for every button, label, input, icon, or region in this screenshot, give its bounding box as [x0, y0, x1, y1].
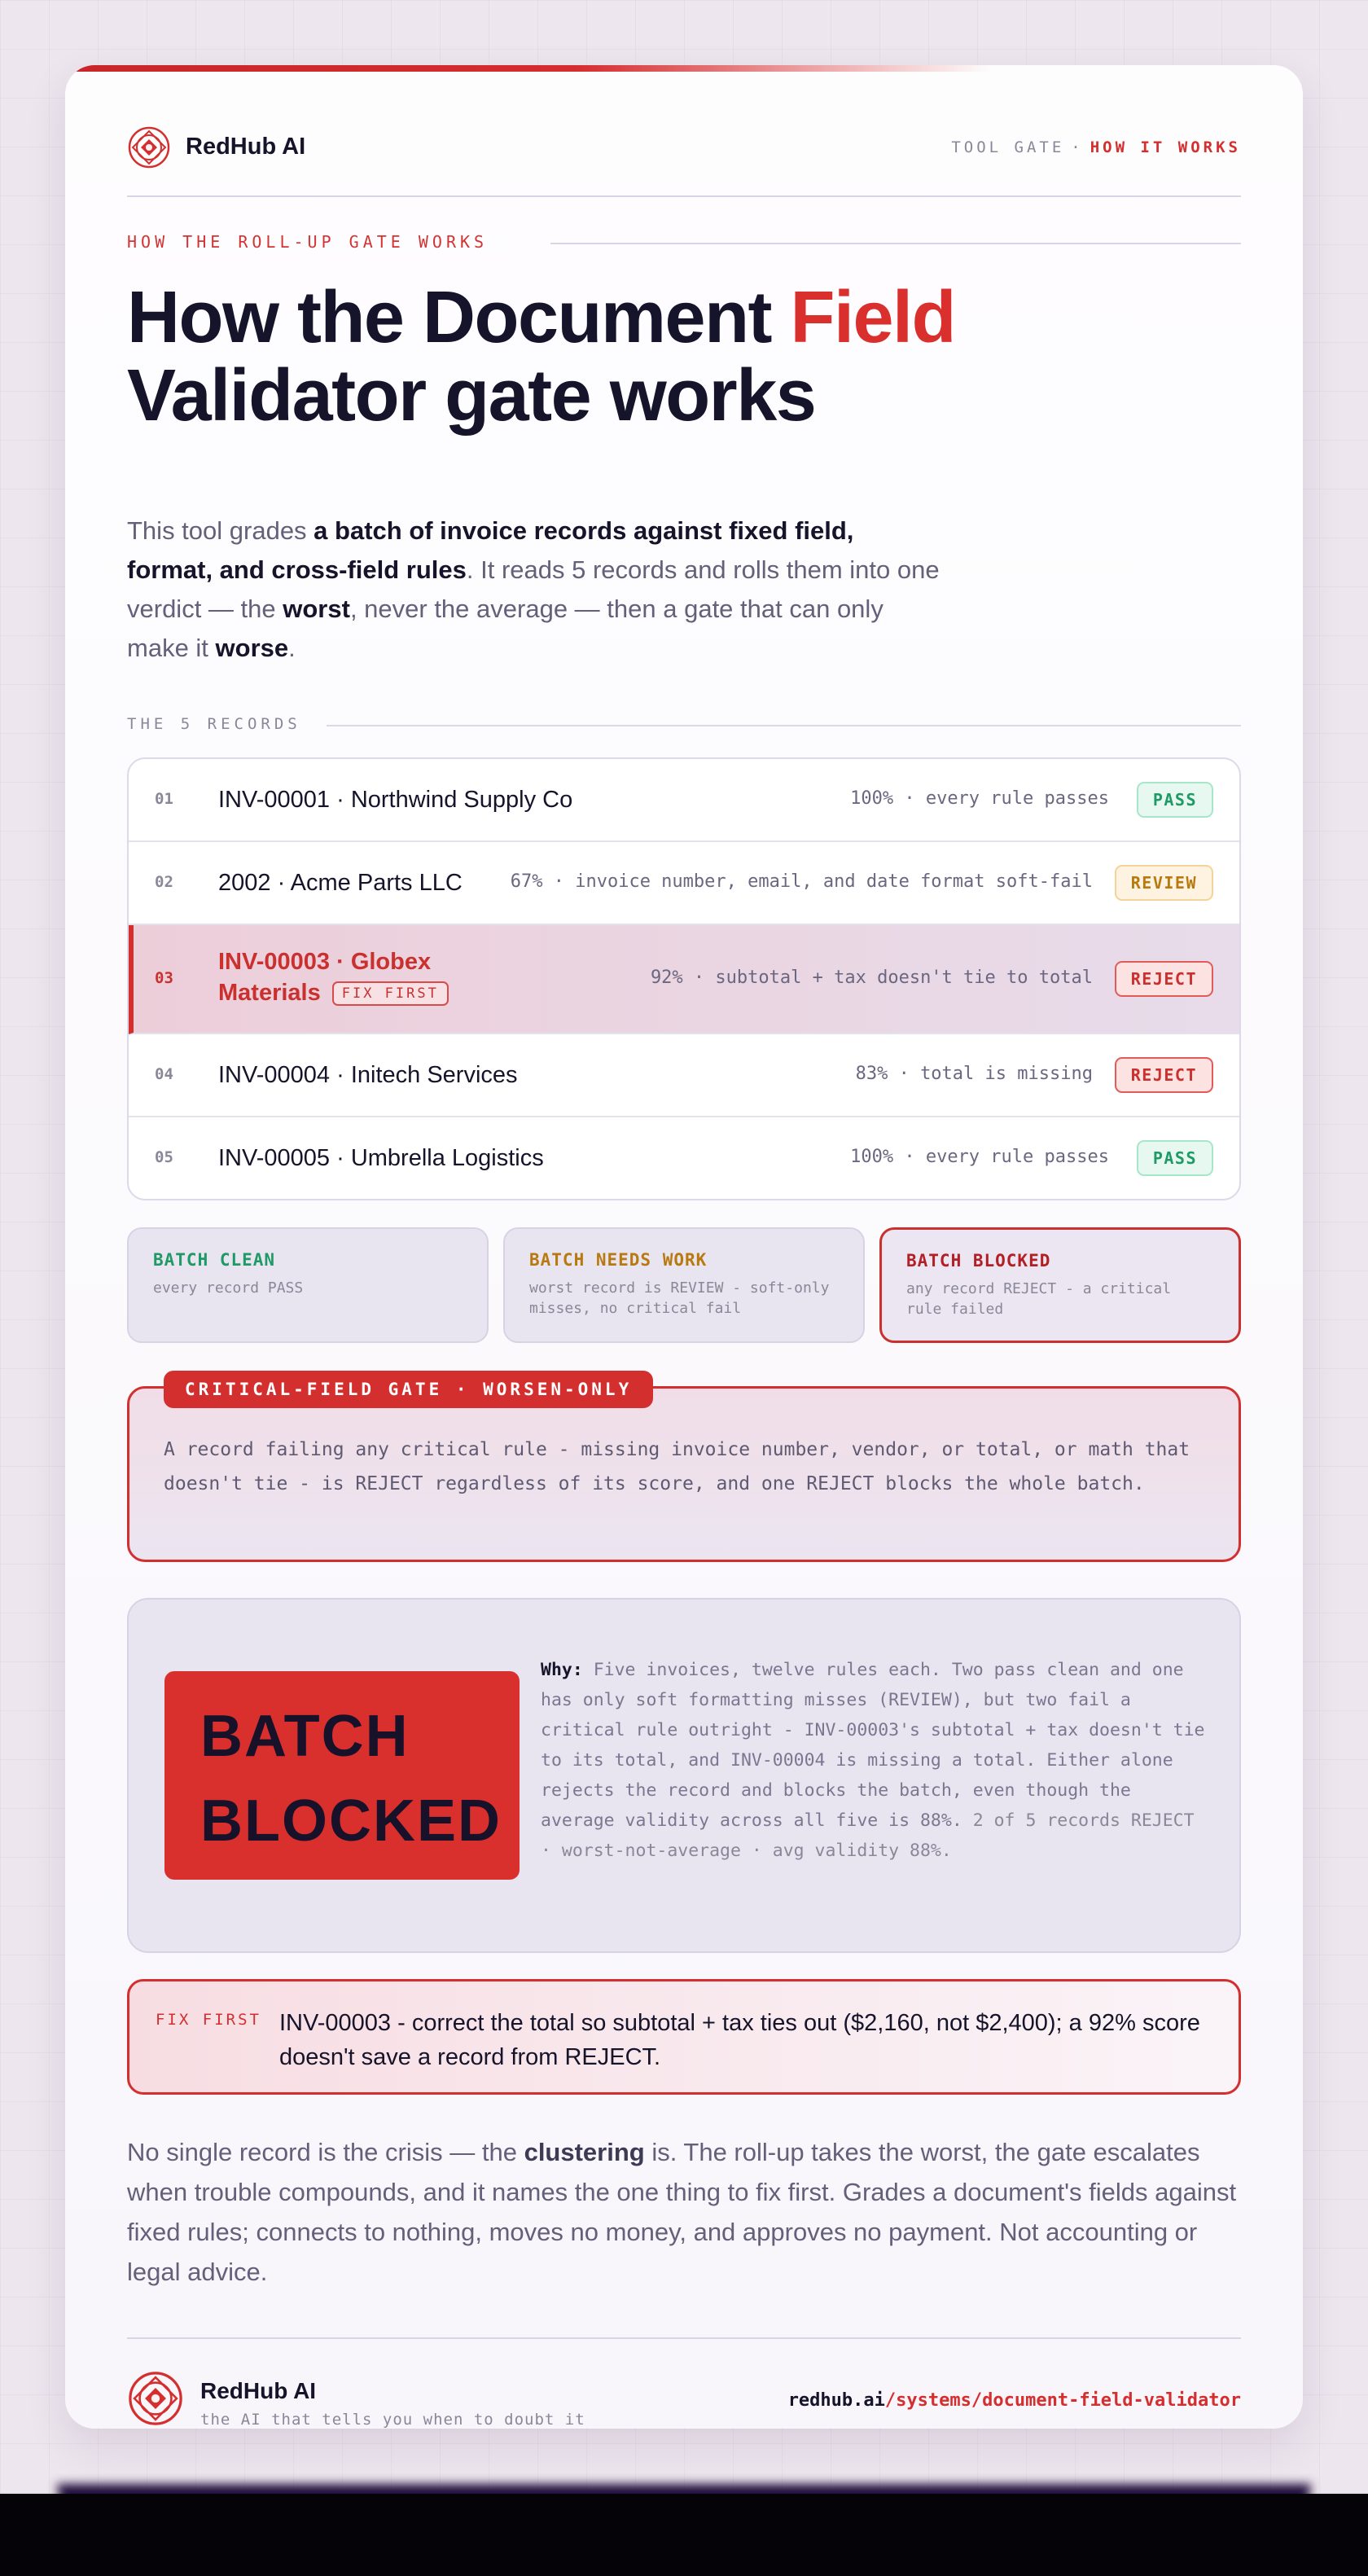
why-text: Five invoices, twelve rules each. Two pass clean and one has only soft formatting misses (REVIEW), but two fail a critical rule outright - INV-00003's subtotal + tax doesn't tie to its total, and INV-00004 is missing a total. Either alone rejects the record and blocks the batch, even though the average validity across all five is 88%.: [541, 1660, 1205, 1831]
record-row[interactable]: [129, 842, 1239, 925]
record-number: 05: [155, 1148, 173, 1166]
stamp-line: BATCH: [200, 1704, 410, 1769]
records-rule: [327, 725, 1241, 726]
lede-text: , never the average — then a gate that can only make it: [127, 595, 884, 662]
batch-blocked-stamp: [164, 1671, 520, 1880]
record-detail: 100% · every rule passes: [850, 788, 1109, 809]
title-part-1: How the Document: [127, 277, 791, 358]
verdict-panel: [127, 1598, 1241, 1953]
url-host: redhub.ai: [787, 2390, 885, 2411]
footer-tagline: the AI that tells you when to doubt it: [200, 2411, 585, 2429]
closing-text: is. The roll-up takes the worst, the gate escalates when trouble compounds, and it names the one thing to fix first. Grades a document's fields against fixed rules; connects to nothing, moves no money, and approves no payment. Not accounting or legal advice.: [127, 2138, 1237, 2286]
status-badge-pass: PASS: [1137, 1140, 1213, 1176]
record-detail: 83% · total is missing: [855, 1064, 1093, 1084]
header-divider: [127, 195, 1241, 197]
why-label: Why:: [541, 1660, 583, 1680]
record-name: 2002 · Acme Parts LLC: [218, 870, 463, 896]
redhub-logo-icon[interactable]: [127, 125, 171, 169]
status-badge-pass: PASS: [1137, 782, 1213, 818]
record-name: INV-00004 · Initech Services: [218, 1062, 518, 1088]
lede-text: This tool grades: [127, 516, 314, 545]
lede-text: . It reads 5 records and rolls them into one verdict — the: [127, 555, 940, 623]
record-row[interactable]: [129, 759, 1239, 842]
state-tile-clean: [127, 1227, 489, 1343]
nav-tool-gate[interactable]: TOOL GATE: [951, 138, 1065, 156]
state-description: any record REJECT - a critical rule failed: [906, 1280, 1172, 1318]
records-list: [127, 757, 1241, 1200]
url-path: /systems/document-field-validator: [884, 2390, 1241, 2411]
closing-paragraph: [127, 2132, 1243, 2292]
eyebrow-row: [127, 232, 1241, 257]
state-description: every record PASS: [153, 1279, 304, 1297]
state-title: BATCH NEEDS WORK: [529, 1250, 708, 1270]
eyebrow-rule: [550, 243, 1241, 244]
header: [127, 125, 1241, 176]
state-title: BATCH CLEAN: [153, 1250, 276, 1270]
record-detail: 92% · subtotal + tax doesn't tie to total: [650, 968, 1093, 988]
eyebrow-label: HOW THE ROLL-UP GATE WORKS: [127, 232, 509, 252]
fix-first-text: INV-00003 - correct the total so subtotal + tax ties out ($2,160, not $2,400); a 92% score doesn't save a record from REJECT.: [279, 2010, 1200, 2070]
record-row[interactable]: [129, 1117, 1239, 1200]
bottom-band: [0, 2494, 1368, 2576]
stamp-line: BLOCKED: [200, 1788, 502, 1854]
brand-name[interactable]: RedHub AI: [186, 134, 306, 160]
nav-separator: ·: [1071, 138, 1084, 156]
fix-first-tag: FIX FIRST: [332, 981, 449, 1006]
footer-url-link[interactable]: [788, 2390, 1241, 2411]
content-card: [65, 65, 1303, 2429]
record-number: 04: [155, 1065, 173, 1083]
record-detail: 67% · invoice number, email, and date format soft-fail: [510, 871, 1093, 892]
verdict-explanation: [541, 1655, 1207, 1866]
nav-how-it-works[interactable]: HOW IT WORKS: [1090, 138, 1241, 156]
record-name: INV-00001 · Northwind Supply Co: [218, 787, 573, 813]
lede-paragraph: [127, 511, 941, 668]
status-badge-reject: REJECT: [1115, 961, 1213, 997]
record-number: 02: [155, 873, 173, 891]
lede-text: .: [288, 634, 296, 662]
why-meta: 2 of 5 records REJECT · worst-not-average · avg validity 88%.: [541, 1810, 1195, 1861]
state-tile-blocked: [879, 1227, 1241, 1343]
redhub-logo-icon[interactable]: [127, 2370, 184, 2427]
lede-emphasis: a batch of invoice records against fixed field, format, and cross-field rules: [127, 516, 854, 584]
critical-gate-panel: [127, 1380, 1241, 1562]
record-row[interactable]: [129, 1034, 1239, 1117]
state-description: worst record is REVIEW - soft-only misses, no critical fail: [529, 1279, 830, 1317]
card-accent-bar: [65, 65, 993, 72]
records-label: THE 5 RECORDS: [127, 715, 316, 733]
status-badge-review: REVIEW: [1115, 865, 1213, 901]
critical-gate-text: A record failing any critical rule - missing invoice number, vendor, or total, or math that doesn't tie - is REJECT regardless of its score, and one REJECT blocks the whole batch.: [164, 1439, 1190, 1494]
top-nav: [951, 138, 1241, 156]
lede-emphasis: worse: [215, 634, 289, 662]
state-tile-needs-work: [503, 1227, 865, 1343]
status-badge-reject: REJECT: [1115, 1057, 1213, 1093]
title-part-2: Validator gate works: [127, 355, 816, 437]
record-name: [218, 946, 463, 1008]
footer-brand[interactable]: RedHub AI: [200, 2378, 317, 2403]
fix-first-label: FIX FIRST: [156, 2011, 261, 2029]
title-highlight: Field: [790, 277, 956, 358]
record-name-text: INV-00003 · Globex Materials: [218, 949, 432, 1006]
state-title: BATCH BLOCKED: [906, 1251, 1051, 1270]
closing-emphasis: clustering: [524, 2138, 645, 2166]
page-title: [127, 279, 1234, 435]
record-number: 01: [155, 790, 173, 808]
fix-first-panel: [127, 1979, 1241, 2095]
lede-emphasis: worst: [283, 595, 350, 623]
record-row-highlighted[interactable]: [129, 925, 1239, 1034]
record-number: 03: [155, 969, 173, 987]
record-detail: 100% · every rule passes: [850, 1147, 1109, 1167]
closing-text: No single record is the crisis — the: [127, 2138, 524, 2166]
footer-divider: [127, 2337, 1241, 2339]
records-section-heading: [127, 715, 1241, 736]
critical-gate-label: CRITICAL-FIELD GATE · WORSEN-ONLY: [164, 1371, 653, 1408]
record-name: INV-00005 · Umbrella Logistics: [218, 1145, 544, 1171]
